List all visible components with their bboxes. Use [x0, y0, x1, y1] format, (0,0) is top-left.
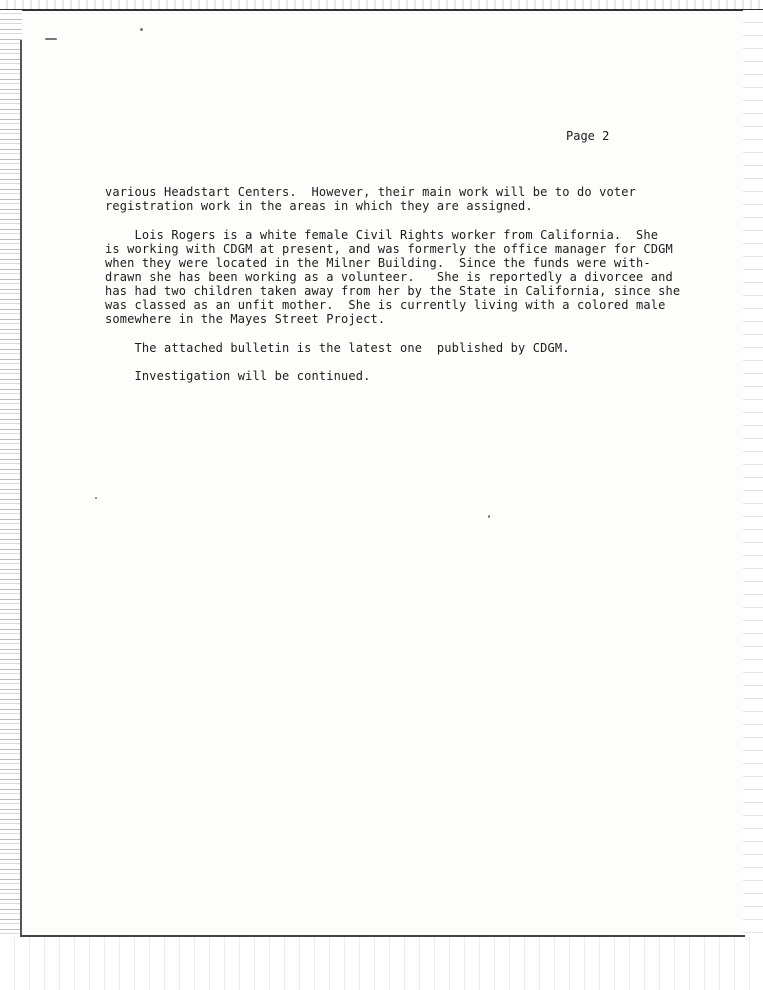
page-number: Page 2: [566, 129, 610, 143]
body-line: drawn she has been working as a volunteer. She is reportedly a divorcee and: [105, 270, 673, 284]
body-line: is working with CDGM at present, and was formerly the office manager for CDGM: [105, 242, 673, 256]
left-scan-edge: [0, 10, 22, 982]
body-line: The attached bulletin is the latest one published by CDGM.: [105, 341, 570, 355]
scan-speck: [140, 28, 143, 31]
body-line: registration work in the areas in which they are assigned.: [105, 199, 533, 213]
scan-speck: [45, 38, 57, 40]
top-border: [0, 0, 763, 11]
body-line: various Headstart Centers. However, their main work will be to do voter: [105, 185, 636, 199]
body-line: has had two children taken away from her by the State in California, since she: [105, 284, 681, 298]
body-line: was classed as an unfit mother. She is currently living with a colored male: [105, 298, 666, 312]
left-margin-line: [20, 40, 22, 940]
body-line: Investigation will be continued.: [105, 369, 371, 383]
scan-speck: [95, 497, 97, 499]
body-line: Lois Rogers is a white female Civil Rights worker from California. She: [105, 228, 659, 242]
bottom-scan-edge: [0, 937, 763, 990]
body-line: somewhere in the Mayes Street Project.: [105, 312, 386, 326]
body-line: when they were located in the Milner Building. Since the funds were with-: [105, 256, 651, 270]
scan-speck: [488, 515, 490, 518]
right-scan-edge: [743, 10, 763, 982]
